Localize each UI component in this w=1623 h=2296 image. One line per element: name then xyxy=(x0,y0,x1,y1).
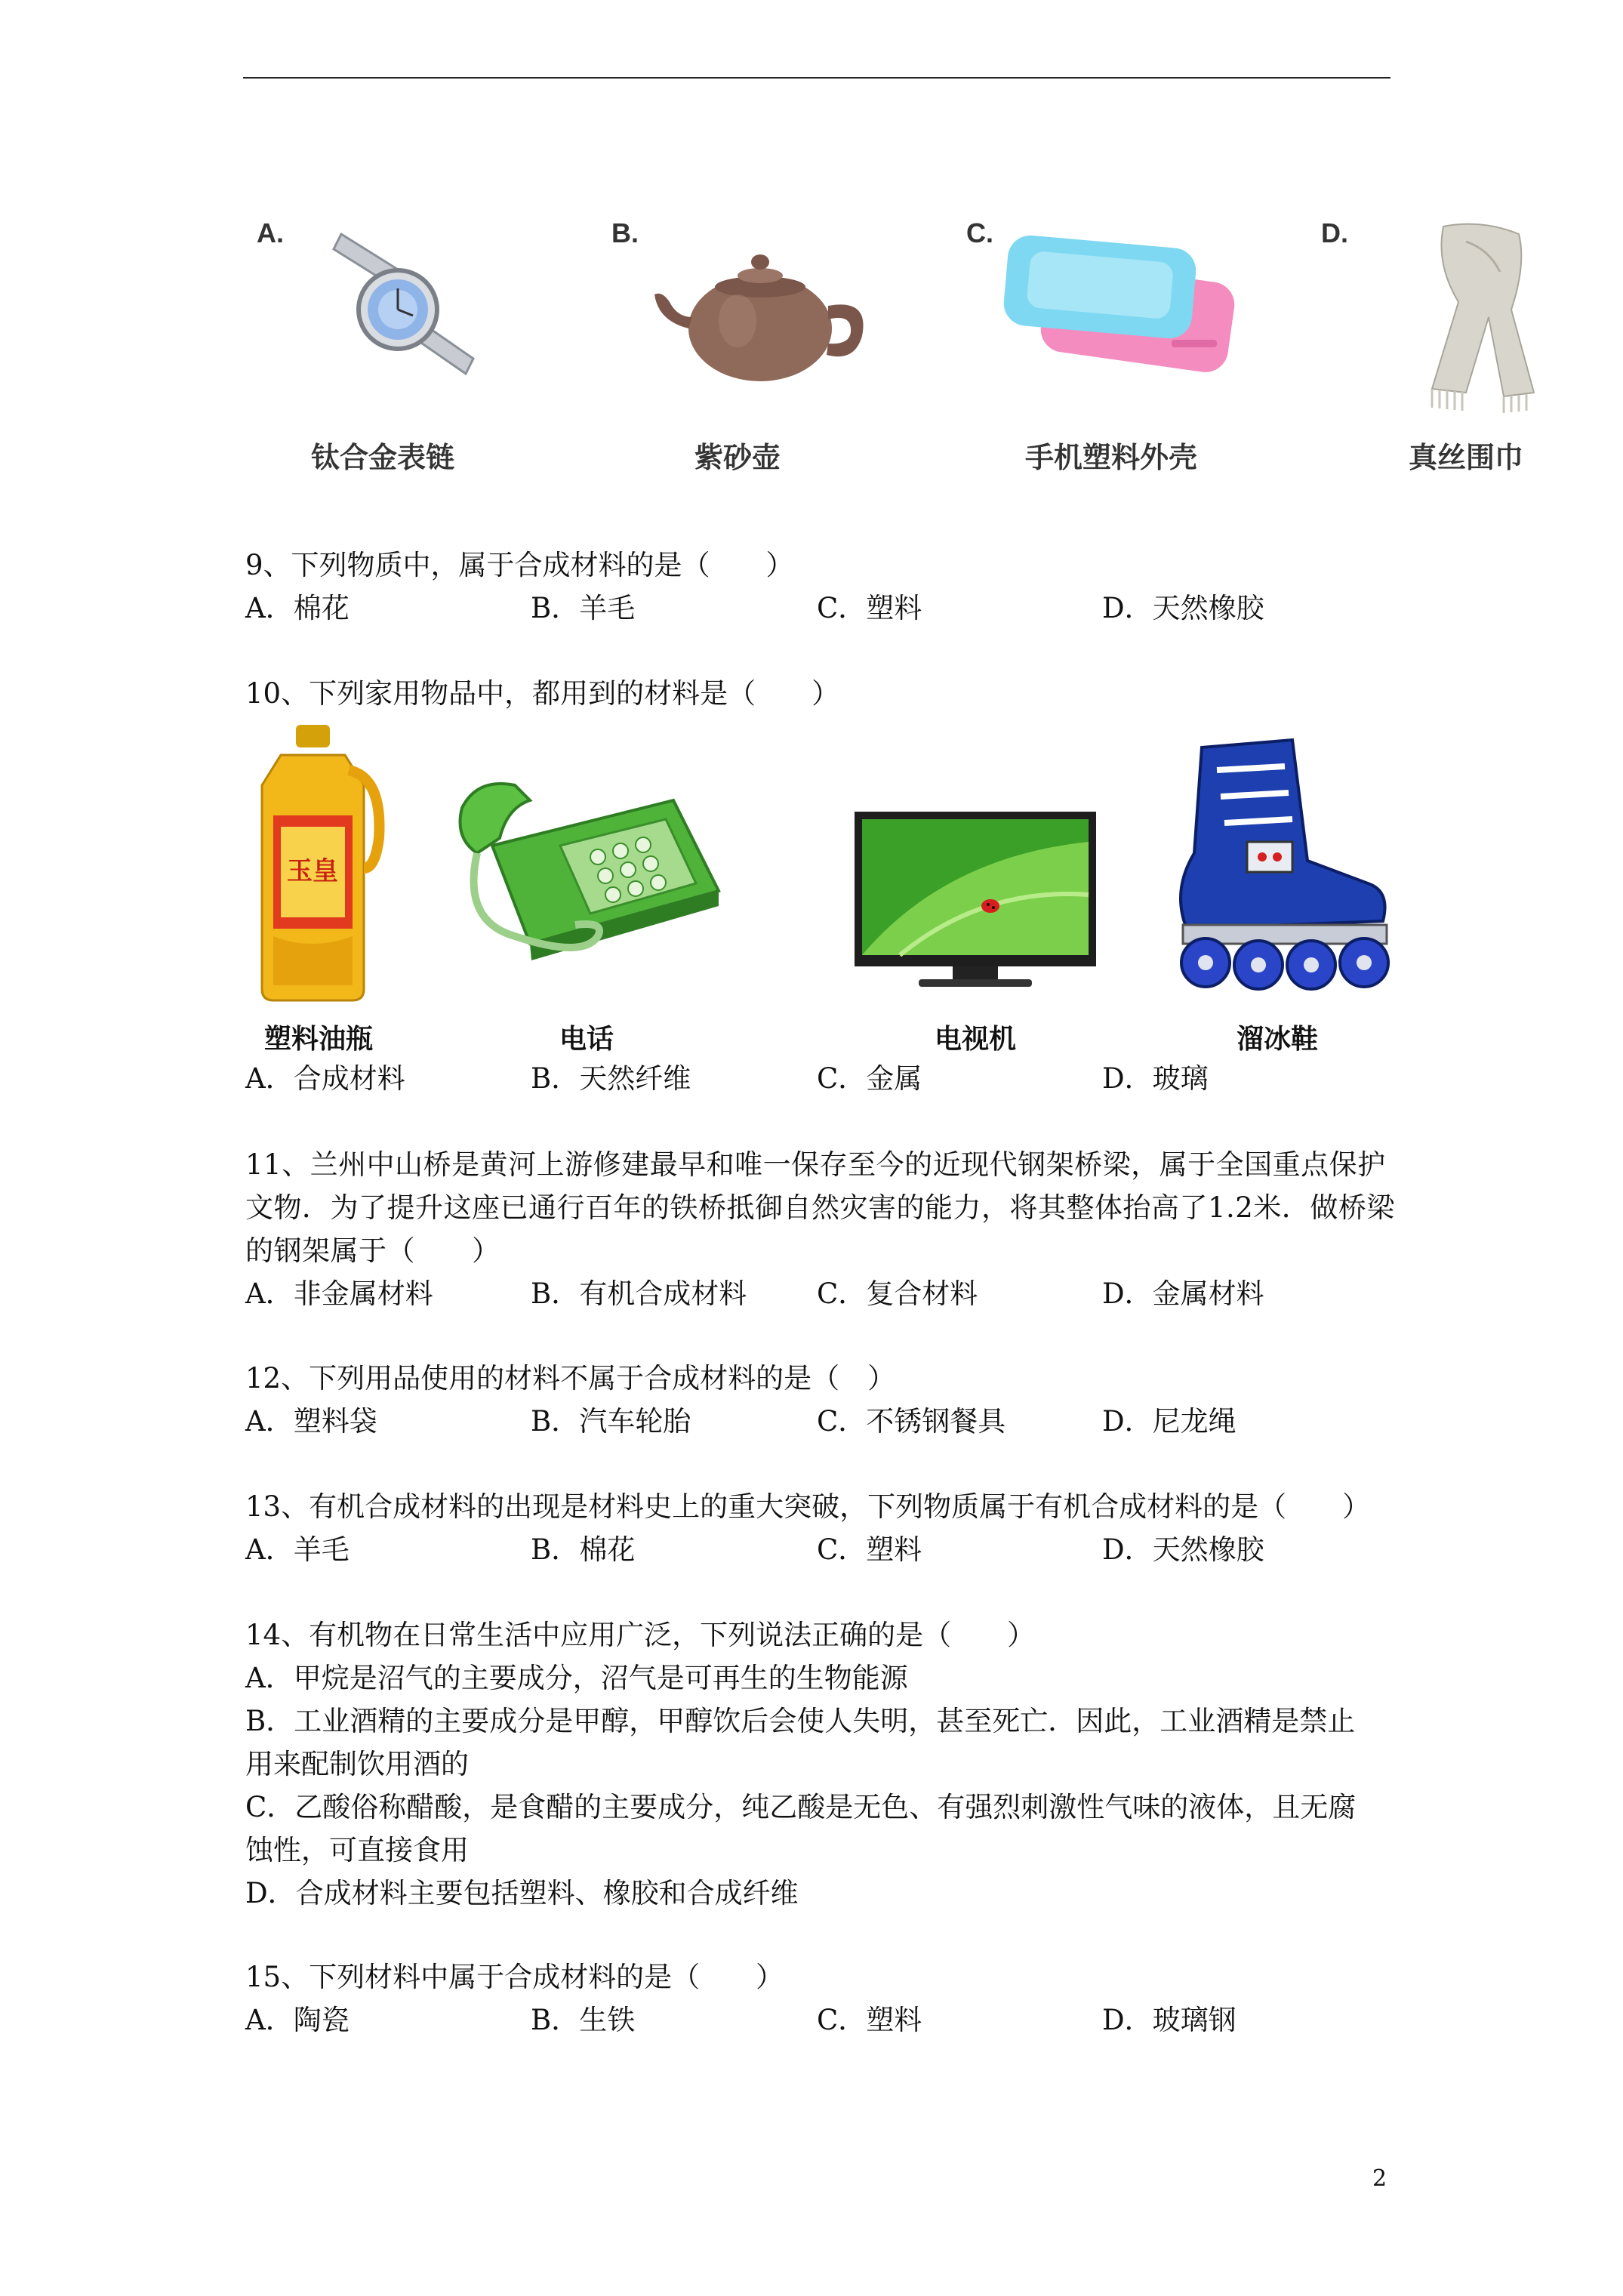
scarf-image xyxy=(1375,219,1572,415)
picture-caption: 手机塑料外壳 xyxy=(1024,442,1197,474)
option-b-continued: 用来配制饮用酒的 xyxy=(245,1748,469,1780)
option-a[interactable]: A．塑料袋 xyxy=(245,1405,377,1438)
picture-skate xyxy=(1141,725,1413,1057)
option-d[interactable]: D．玻璃钢 xyxy=(1102,2004,1236,2036)
question-stem: 15、下列材料中属于合成材料的是（ ） xyxy=(245,1961,784,1993)
picture-oil-bottle xyxy=(243,725,394,1057)
option-a[interactable]: A．甲烷是沼气的主要成分，沼气是可再生的生物能源 xyxy=(245,1662,908,1694)
picture-caption: 电话 xyxy=(559,1023,614,1054)
q10-picture-row xyxy=(243,725,1421,1057)
picture-caption: 塑料油瓶 xyxy=(263,1023,373,1054)
option-b[interactable]: B．天然纤维 xyxy=(531,1062,691,1095)
question-10-options xyxy=(245,1057,1408,1100)
telephone-image xyxy=(447,755,726,989)
question-9 xyxy=(245,544,1408,630)
oil-brand-label: 玉皇 xyxy=(287,856,338,886)
teapot-image xyxy=(647,215,873,396)
question-stem: 9、下列物质中，属于合成材料的是（ ） xyxy=(245,549,794,581)
option-d[interactable]: D．尼龙绳 xyxy=(1102,1405,1236,1438)
option-d[interactable]: D．合成材料主要包括塑料、橡胶和合成纤维 xyxy=(245,1877,799,1909)
option-b[interactable]: B．羊毛 xyxy=(531,592,636,624)
option-b[interactable]: B．工业酒精的主要成分是甲醇，甲醇饮后会使人失明，甚至死亡．因此，工业酒精是禁止 xyxy=(245,1705,1356,1737)
picture-option-b xyxy=(598,204,877,491)
picture-option-c xyxy=(953,204,1270,491)
option-d[interactable]: D．天然橡胶 xyxy=(1102,1533,1264,1566)
picture-caption: 电视机 xyxy=(934,1023,1016,1054)
option-a[interactable]: A．合成材料 xyxy=(245,1062,405,1095)
picture-letter: D. xyxy=(1321,217,1348,248)
option-row xyxy=(245,1272,1408,1315)
option-d[interactable]: D．玻璃 xyxy=(1102,1062,1209,1095)
television-image xyxy=(855,812,1096,993)
picture-letter: B. xyxy=(611,217,639,248)
option-c[interactable]: C．金属 xyxy=(817,1062,922,1095)
option-b[interactable]: B．汽车轮胎 xyxy=(531,1405,691,1438)
question-stem: 12、下列用品使用的材料不属于合成材料的是（ ） xyxy=(245,1362,896,1395)
option-row xyxy=(245,1528,1408,1571)
option-a[interactable]: A．非金属材料 xyxy=(245,1277,433,1310)
watch-image xyxy=(311,219,485,393)
option-d[interactable]: D．金属材料 xyxy=(1102,1277,1264,1310)
question-14 xyxy=(245,1613,1408,1915)
option-c[interactable]: C．不锈钢餐具 xyxy=(817,1405,1006,1438)
picture-television xyxy=(847,725,1104,1057)
option-a[interactable]: A．羊毛 xyxy=(245,1533,350,1566)
option-b[interactable]: B．有机合成材料 xyxy=(531,1277,747,1310)
question-stem: 10、下列家用物品中，都用到的材料是（ ） xyxy=(245,677,840,710)
picture-caption: 紫砂壶 xyxy=(694,442,781,474)
picture-caption: 溜冰鞋 xyxy=(1236,1023,1318,1054)
picture-option-a xyxy=(243,204,522,491)
option-row xyxy=(245,587,1408,630)
page-number: 2 xyxy=(1372,2165,1387,2192)
option-row xyxy=(245,1999,1408,2042)
question-stem: 14、有机物在日常生活中应用广泛，下列说法正确的是（ ） xyxy=(245,1619,1036,1651)
phone-case-image xyxy=(998,227,1255,385)
picture-caption: 钛合金表链 xyxy=(310,442,454,474)
picture-telephone xyxy=(447,725,726,1057)
header-rule xyxy=(243,77,1390,79)
option-row xyxy=(245,1400,1408,1443)
option-b[interactable]: B．棉花 xyxy=(531,1533,636,1566)
option-c[interactable]: C．乙酸俗称醋酸，是食醋的主要成分，纯乙酸是无色、有强烈刺激性气味的液体，且无腐 xyxy=(245,1791,1357,1823)
option-a[interactable]: A．棉花 xyxy=(245,592,350,624)
option-c[interactable]: C．塑料 xyxy=(817,1533,922,1566)
picture-option-d xyxy=(1307,204,1623,491)
question-stem: 11、兰州中山桥是黄河上游修建最早和唯一保存至今的近现代钢架桥梁，属于全国重点保护文物．为了提升这座已通行百年的铁桥抵御自然灾害的能力，将其整体抬高了1.2米．做桥梁的钢架属于（ ） xyxy=(245,1148,1395,1267)
option-b[interactable]: B．生铁 xyxy=(531,2004,636,2036)
oil-bottle-image xyxy=(251,725,394,1004)
picture-caption: 真丝围巾 xyxy=(1408,442,1523,474)
question-12 xyxy=(245,1357,1408,1443)
q8-picture-row xyxy=(243,204,1523,491)
option-c-continued: 蚀性，可直接食用 xyxy=(245,1834,469,1866)
question-stem: 13、有机合成材料的出现是材料史上的重大突破，下列物质属于有机合成材料的是（ ） xyxy=(245,1490,1371,1523)
picture-letter: C. xyxy=(966,217,993,248)
option-row xyxy=(245,1057,1408,1100)
question-11 xyxy=(245,1143,1408,1315)
option-c[interactable]: C．塑料 xyxy=(817,2004,922,2036)
option-a[interactable]: A．陶瓷 xyxy=(245,2004,350,2036)
option-d[interactable]: D．天然橡胶 xyxy=(1102,592,1264,624)
roller-skate-image xyxy=(1141,740,1413,1004)
question-13 xyxy=(245,1485,1408,1571)
option-c[interactable]: C．复合材料 xyxy=(817,1277,978,1310)
question-10 xyxy=(245,672,1408,715)
picture-letter: A. xyxy=(257,217,284,248)
option-c[interactable]: C．塑料 xyxy=(817,592,922,624)
question-15 xyxy=(245,1955,1408,2042)
